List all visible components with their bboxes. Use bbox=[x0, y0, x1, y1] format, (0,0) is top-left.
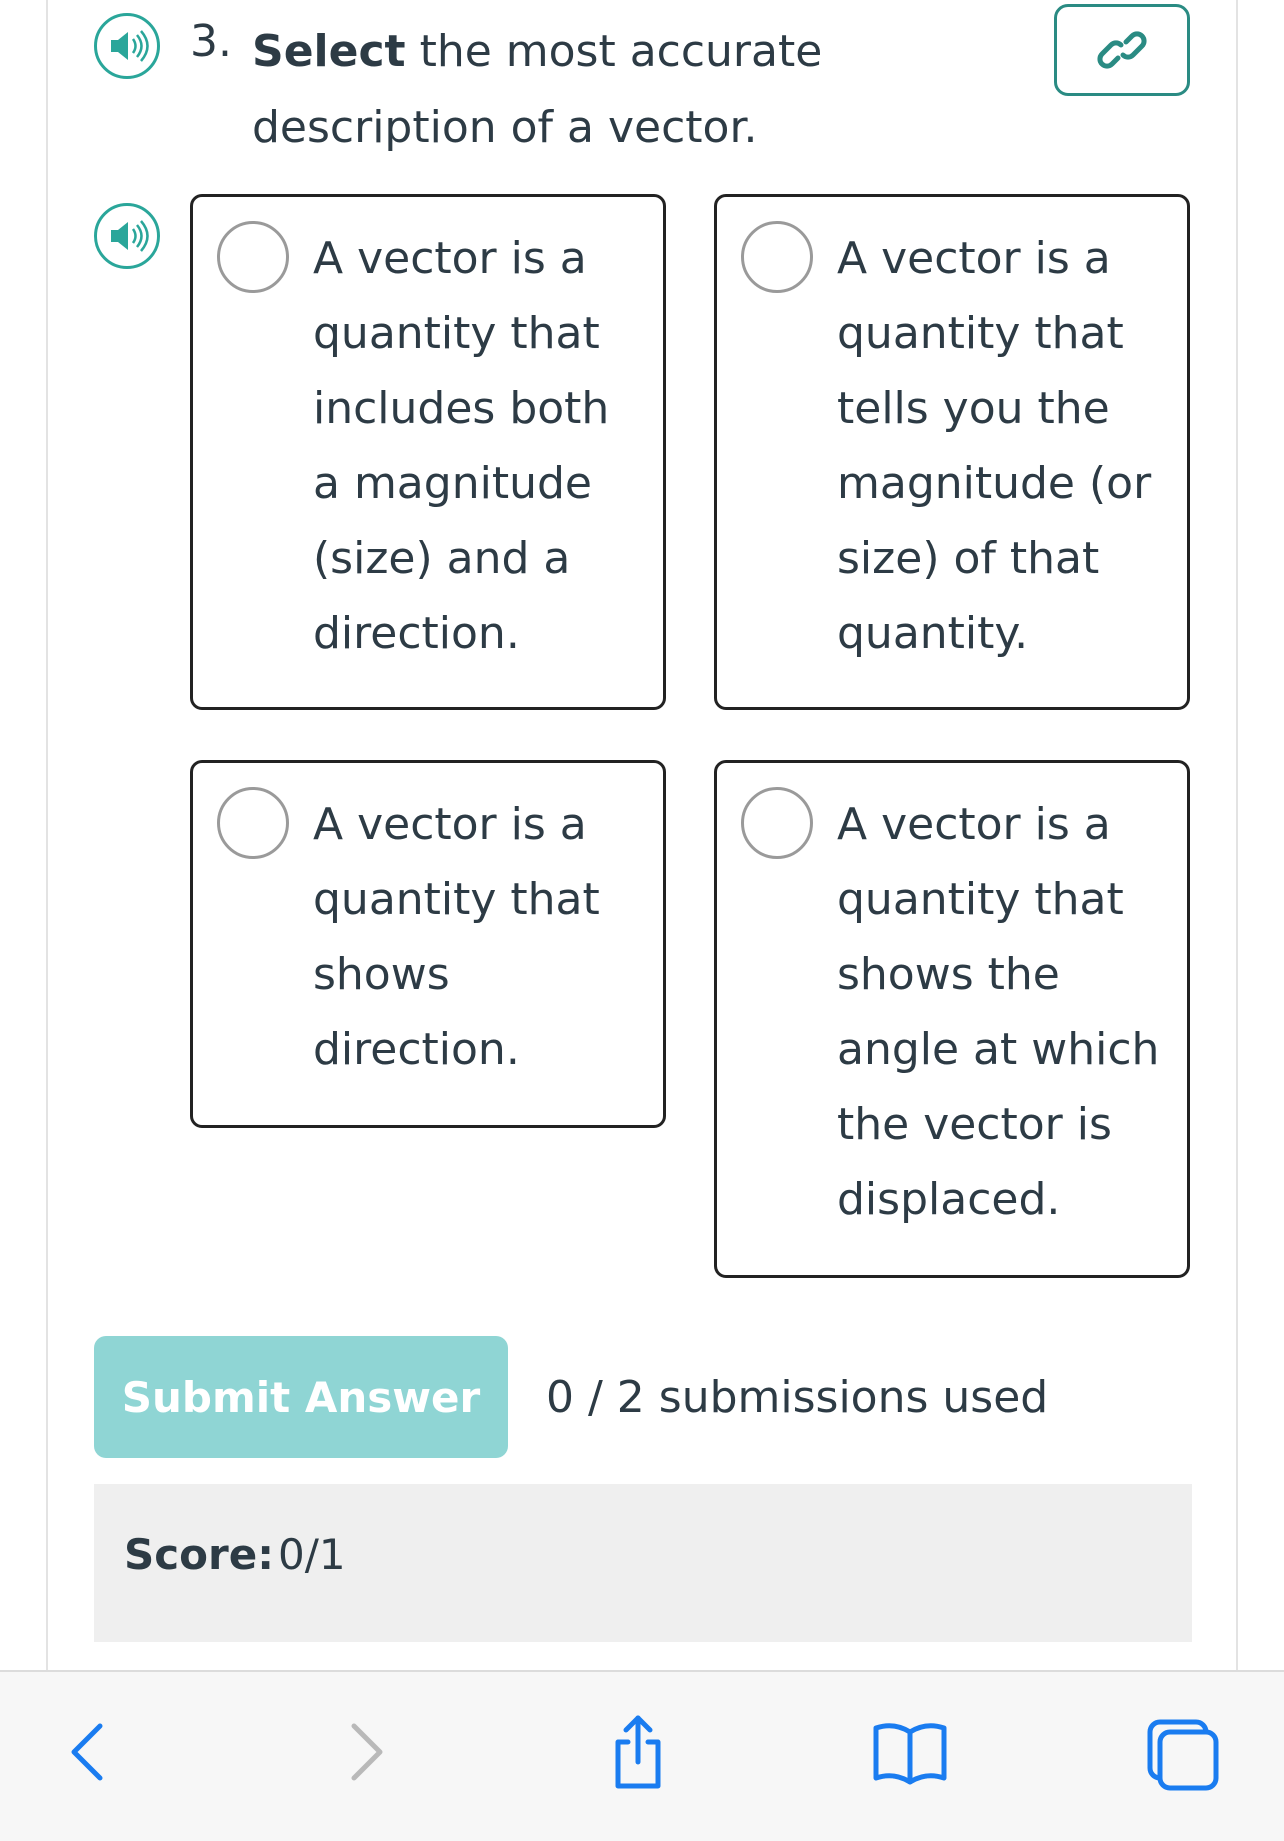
question-number: 3. bbox=[190, 16, 232, 67]
question-bold-word: Select bbox=[252, 26, 406, 77]
answer-option-2[interactable] bbox=[714, 194, 1190, 710]
option-text: A vector is a quantity that shows direction. bbox=[313, 799, 600, 1075]
score-value: 0/1 bbox=[278, 1530, 346, 1579]
share-button[interactable] bbox=[598, 1712, 678, 1792]
link-icon bbox=[1092, 28, 1152, 72]
radio-button[interactable] bbox=[741, 787, 813, 859]
frame-border-right bbox=[1236, 0, 1238, 1670]
option-text: A vector is a quantity that includes both a magnitude (size) and a direction. bbox=[313, 233, 610, 659]
forward-button[interactable] bbox=[326, 1712, 406, 1792]
option-text: A vector is a quantity that tells you the magnitude (or size) of that quantity. bbox=[837, 233, 1152, 659]
share-icon bbox=[598, 1712, 678, 1792]
speaker-icon bbox=[105, 24, 149, 68]
answer-option-1[interactable] bbox=[190, 194, 666, 710]
option-text: A vector is a quantity that shows the angle at which the vector is displaced. bbox=[837, 799, 1160, 1225]
chevron-right-icon bbox=[326, 1712, 406, 1792]
submit-answer-button[interactable]: Submit Answer bbox=[94, 1336, 508, 1458]
submissions-count: 0 / 2 submissions used bbox=[546, 1372, 1049, 1423]
options-speaker-button[interactable] bbox=[94, 203, 160, 269]
score-panel bbox=[94, 1484, 1192, 1642]
tabs-icon bbox=[1142, 1712, 1222, 1792]
browser-toolbar bbox=[0, 1670, 1284, 1841]
score-label: Score: bbox=[124, 1530, 274, 1579]
question-speaker-button[interactable] bbox=[94, 13, 160, 79]
back-button[interactable] bbox=[48, 1712, 128, 1792]
answer-option-4[interactable] bbox=[714, 760, 1190, 1278]
tabs-button[interactable] bbox=[1142, 1712, 1222, 1792]
radio-button[interactable] bbox=[217, 787, 289, 859]
radio-button[interactable] bbox=[217, 221, 289, 293]
chevron-left-icon bbox=[48, 1712, 128, 1792]
question-link-button[interactable] bbox=[1054, 4, 1190, 96]
book-icon bbox=[870, 1712, 950, 1792]
frame-border-left bbox=[46, 0, 48, 1670]
question-text bbox=[252, 14, 1052, 166]
bookmarks-button[interactable] bbox=[870, 1712, 950, 1792]
question-body: the most accurate description of a vector. bbox=[252, 26, 823, 153]
speaker-icon bbox=[105, 214, 149, 258]
radio-button[interactable] bbox=[741, 221, 813, 293]
answer-option-3[interactable] bbox=[190, 760, 666, 1128]
